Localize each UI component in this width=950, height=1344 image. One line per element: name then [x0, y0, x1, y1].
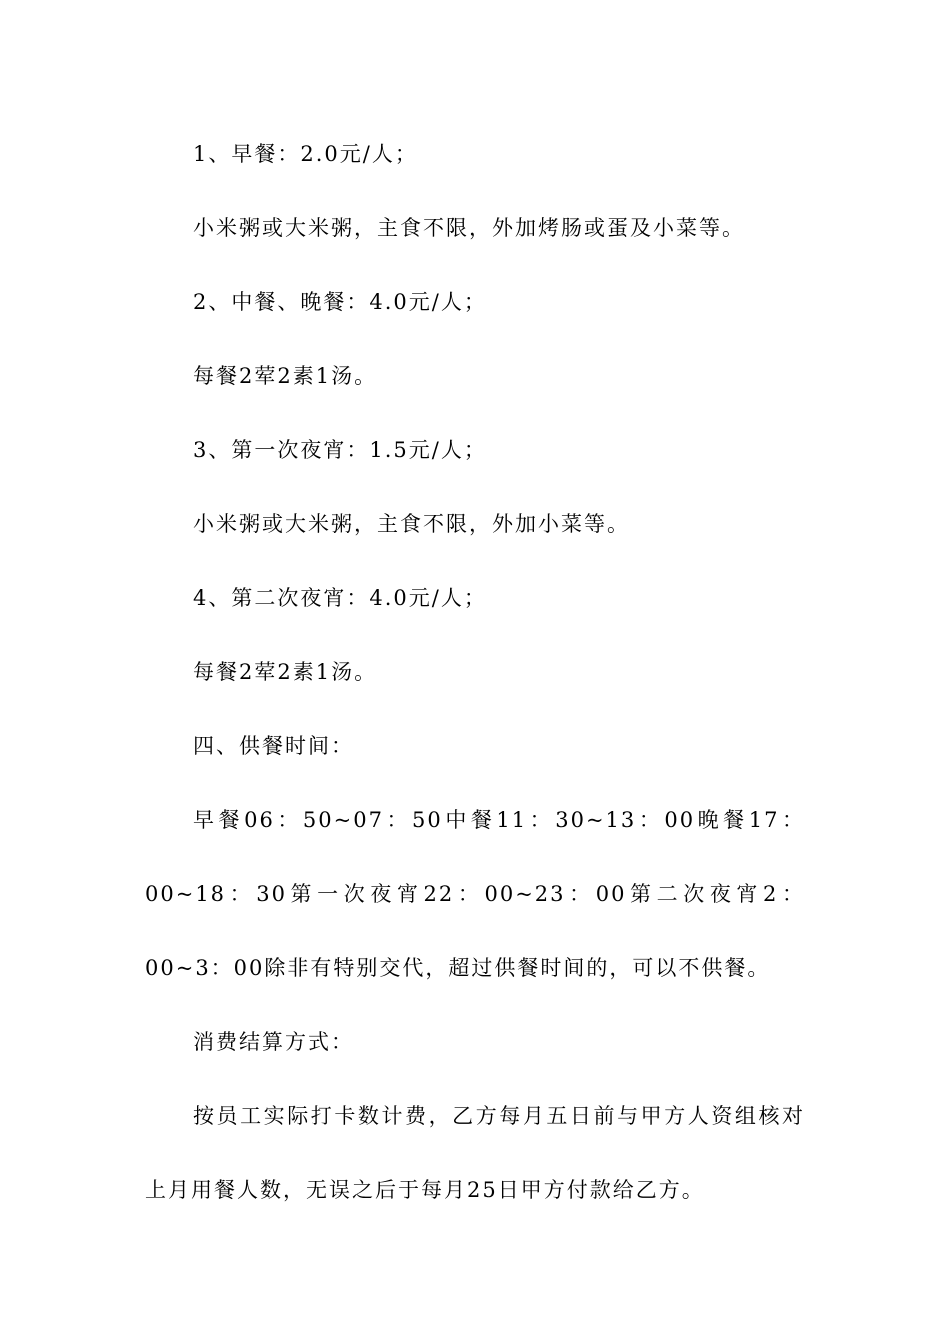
section-heading-meal-times: 四、供餐时间： — [193, 734, 354, 758]
section-heading-settlement: 消费结算方式： — [193, 1030, 354, 1054]
paragraph-first-snack-menu: 小米粥或大米粥，主食不限，外加小菜等。 — [193, 512, 630, 536]
paragraph-lunch-dinner-menu: 每餐2荤2素1汤。 — [193, 364, 378, 388]
paragraph-second-snack-price: 4、第二次夜宵：4.0元/人； — [193, 586, 487, 610]
paragraph-settlement: 按员工实际打卡数计费，乙方每月五日前与甲方人资组核对上月用餐人数，无误之后于每月25日甲方付款给乙方。 — [145, 1104, 805, 1202]
paragraph-lunch-dinner-price: 2、中餐、晚餐：4.0元/人； — [193, 290, 487, 314]
paragraph-breakfast-menu: 小米粥或大米粥，主食不限，外加烤肠或蛋及小菜等。 — [193, 216, 745, 240]
paragraph-breakfast-price: 1、早餐：2.0元/人； — [193, 142, 418, 166]
paragraph-second-snack-menu: 每餐2荤2素1汤。 — [193, 660, 378, 684]
paragraph-meal-times: 早餐06：50~07：50中餐11：30~13：00晚餐17：00~18：30第一次夜宵22：00~23：00第二次夜宵2：00~3：00除非有特别交代，超过供餐时间的，可以不供餐。 — [145, 808, 805, 980]
paragraph-first-snack-price: 3、第一次夜宵：1.5元/人； — [193, 438, 487, 462]
